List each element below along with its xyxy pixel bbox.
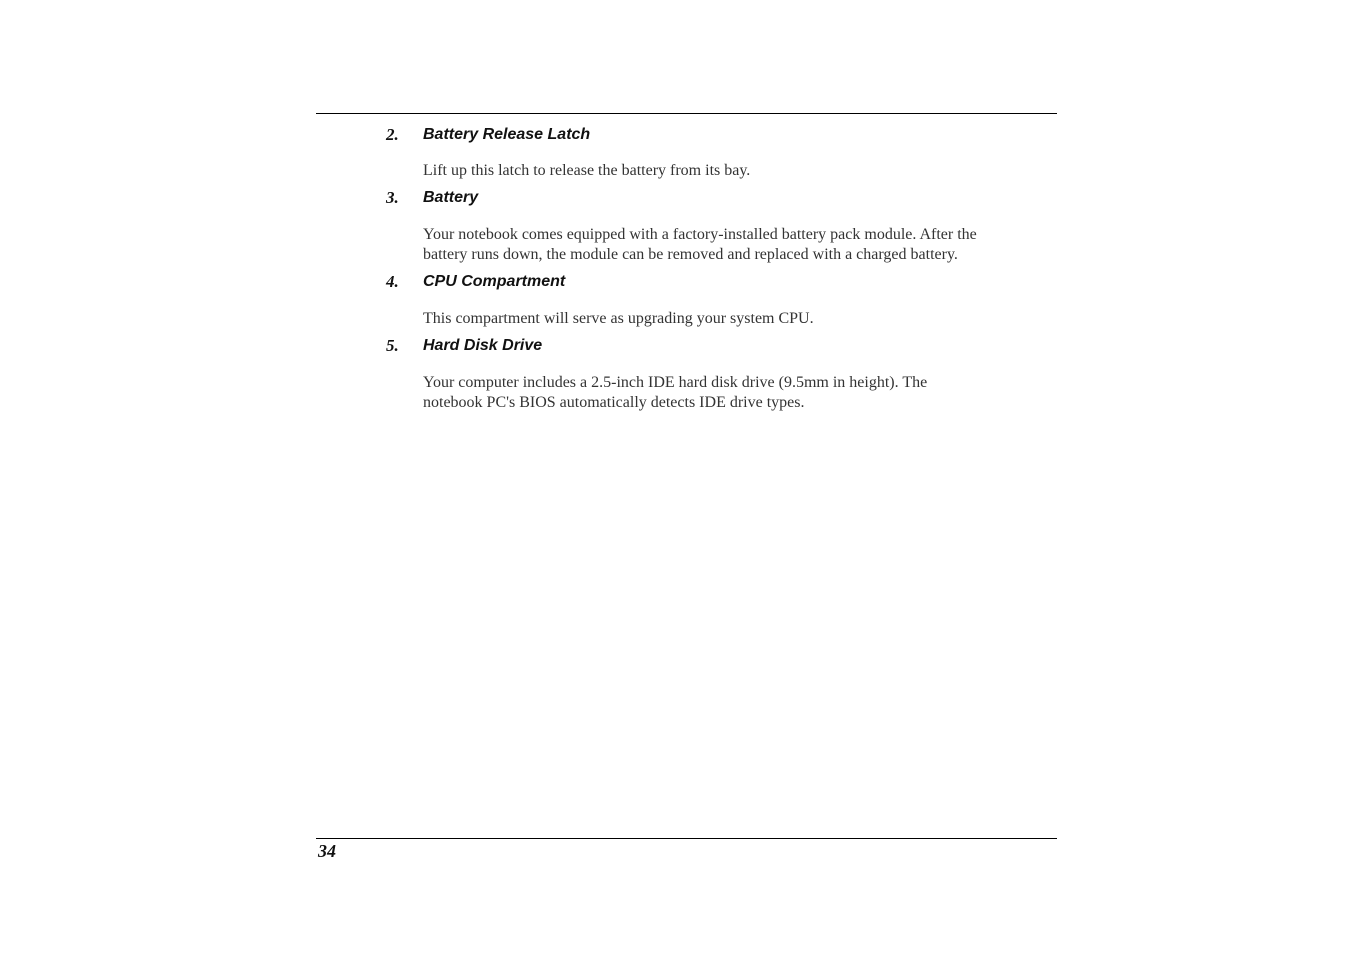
item-description (423, 225, 1053, 265)
item-number: 5. (386, 336, 399, 355)
description-line: Your computer includes a 2.5-inch IDE hard disk drive (9.5mm in height). The (423, 374, 928, 391)
description-line: Your notebook comes equipped with a factory-installed battery pack module. After the (423, 226, 977, 243)
item-title: Battery Release Latch (423, 126, 591, 143)
item-number: 2. (386, 125, 399, 144)
description-line: notebook PC's BIOS automatically detects IDE drive types. (423, 394, 805, 411)
item-description: This compartment will serve as upgrading your system CPU. (423, 310, 814, 327)
item-title: Hard Disk Drive (423, 337, 543, 354)
item-description (423, 373, 1053, 413)
description-line: battery runs down, the module can be removed and replaced with a charged battery. (423, 246, 958, 263)
item-number: 3. (386, 188, 399, 207)
item-title: CPU Compartment (423, 273, 566, 290)
footer-rule (316, 838, 1057, 839)
item-description: Lift up this latch to release the battery from its bay. (423, 162, 751, 179)
page-number: 34 (318, 841, 336, 861)
item-title: Battery (423, 189, 479, 206)
header-rule (316, 113, 1057, 114)
item-number: 4. (386, 272, 399, 291)
